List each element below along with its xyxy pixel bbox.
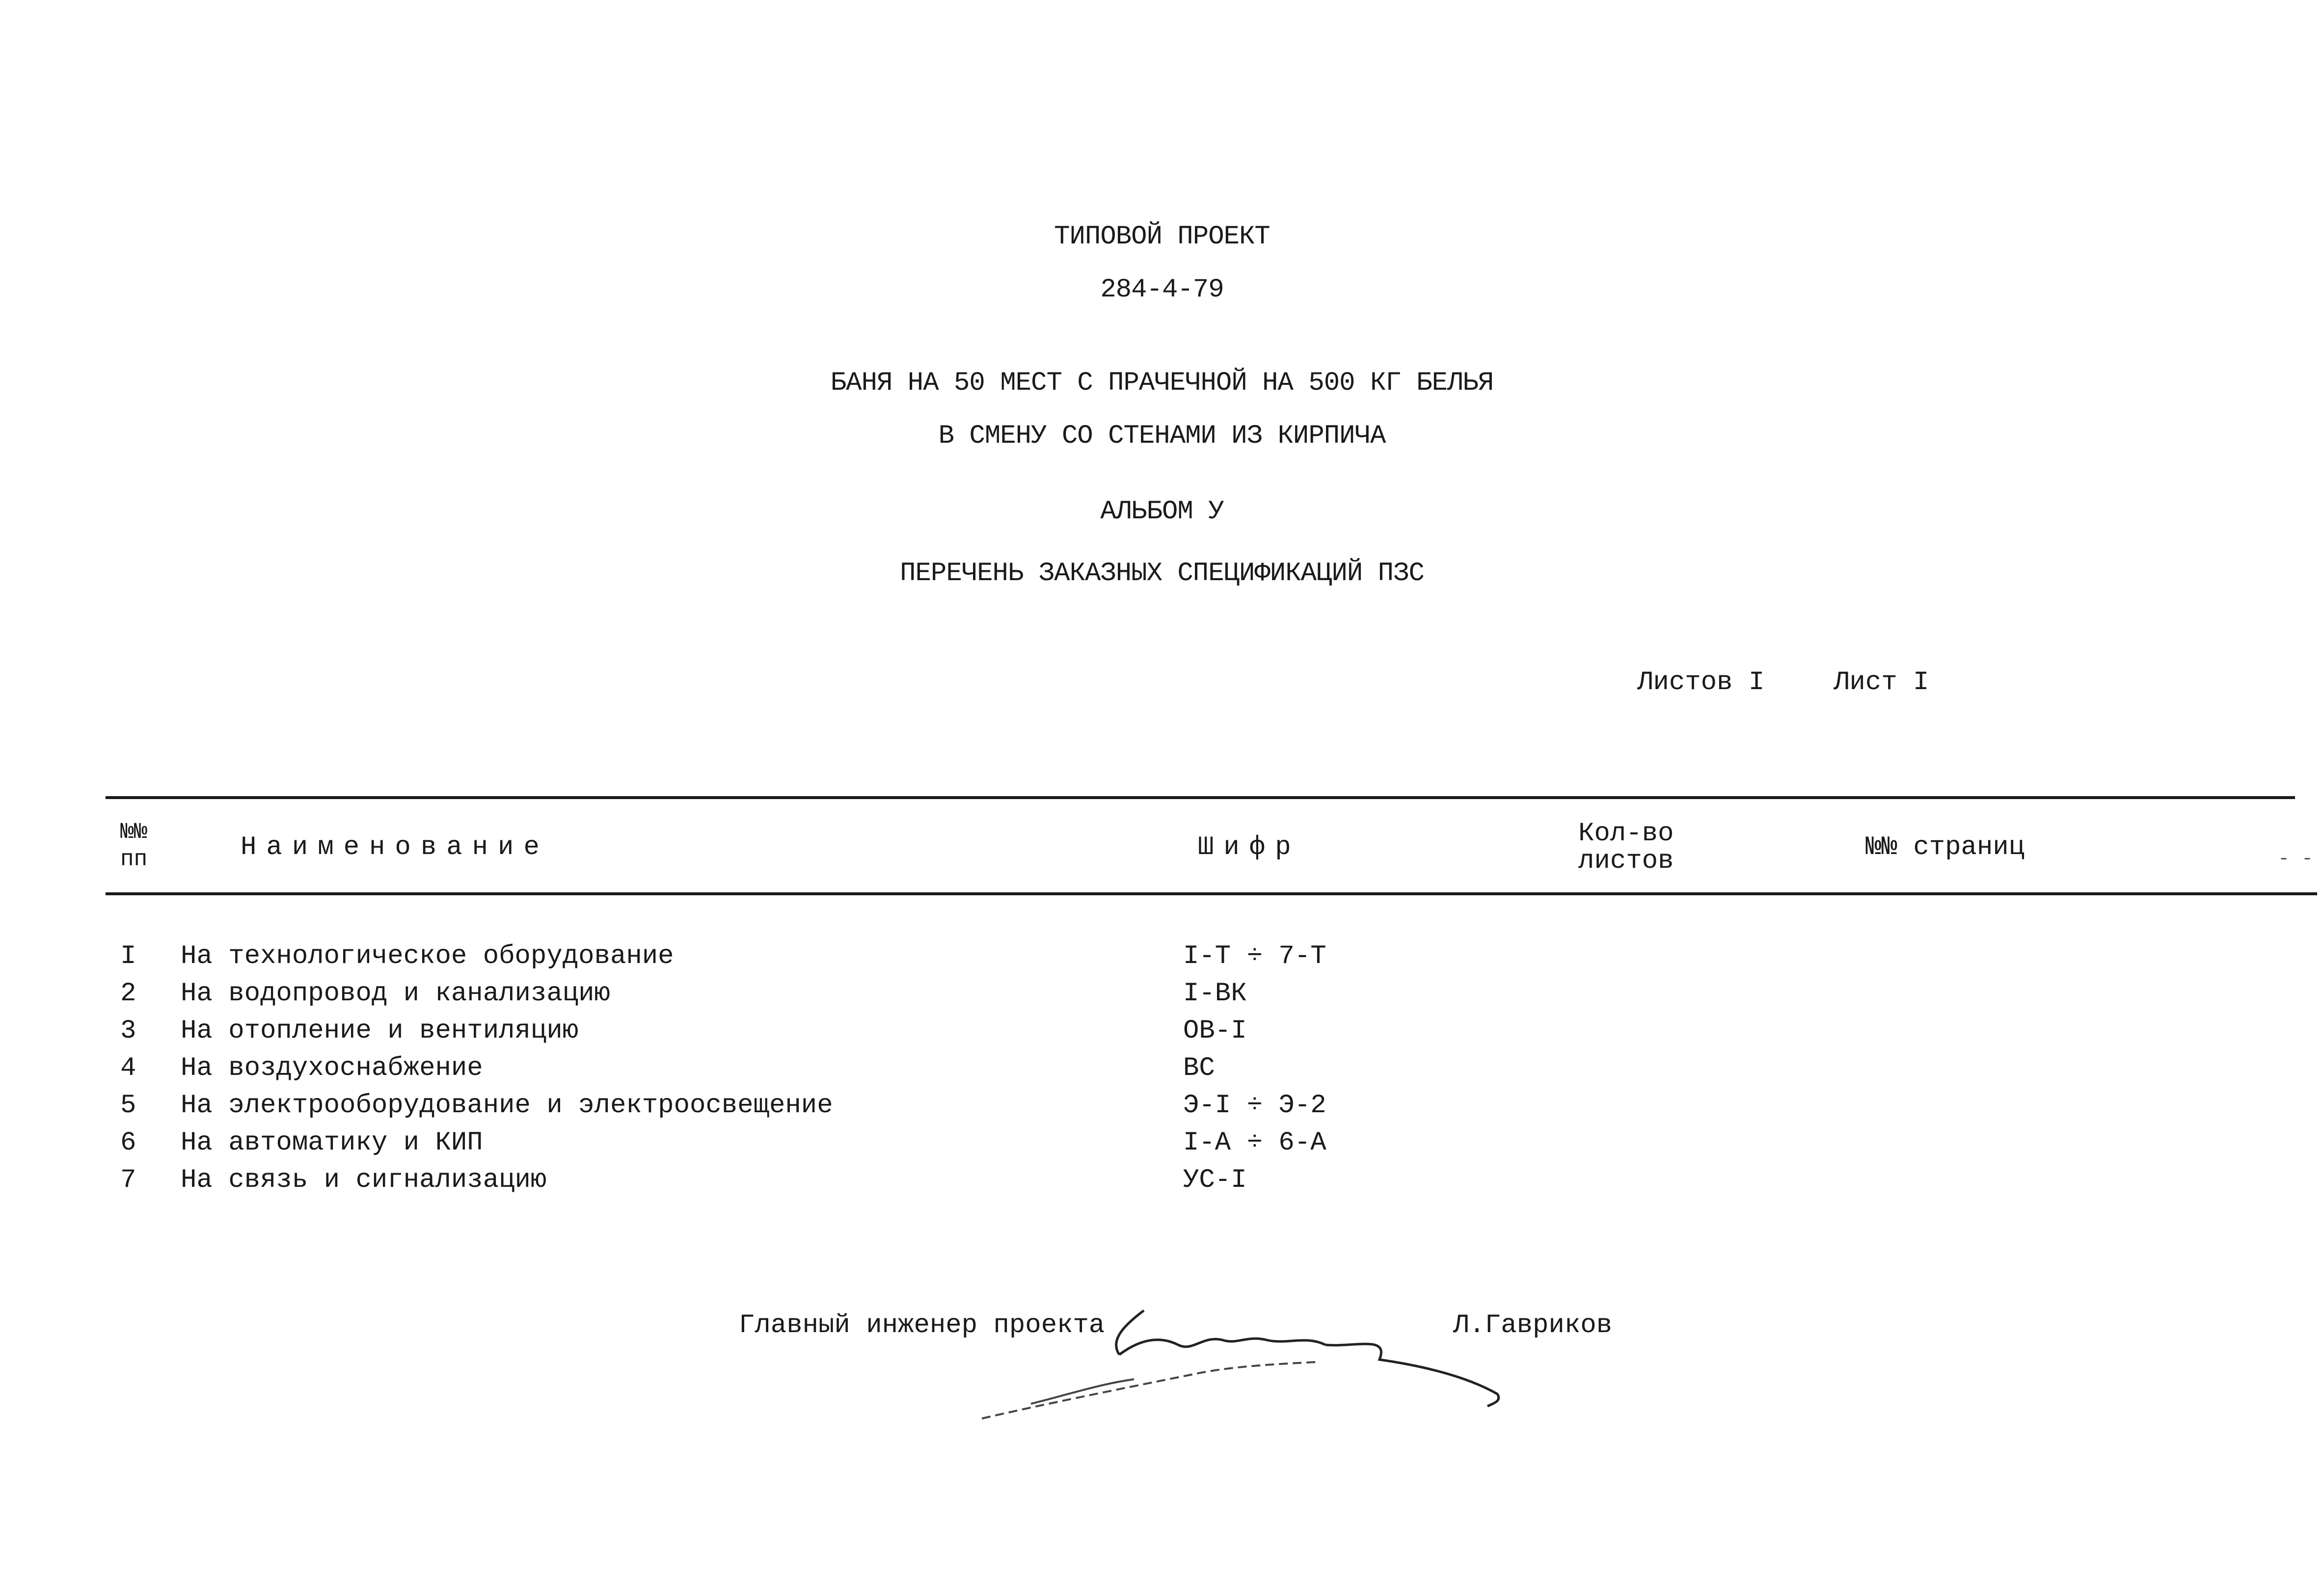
handwritten-signature bbox=[972, 1306, 1512, 1433]
col-pages: №№ страниц bbox=[1865, 832, 2025, 862]
table-row bbox=[0, 1053, 2324, 1091]
row-code: I-А ÷ 6-А bbox=[1183, 1128, 1326, 1158]
row-number: 7 bbox=[120, 1165, 136, 1195]
row-code: I-Т ÷ 7-Т bbox=[1183, 941, 1326, 971]
row-number: 4 bbox=[120, 1053, 136, 1083]
list-title: ПЕРЕЧЕНЬ ЗАКАЗНЫХ СПЕЦИФИКАЦИЙ ПЗС bbox=[900, 559, 1424, 589]
row-number: 2 bbox=[120, 979, 136, 1009]
col-num-line-1: №№ bbox=[120, 819, 148, 845]
table-header-rule bbox=[106, 892, 2317, 895]
row-name: На воздухоснабжение bbox=[181, 1053, 483, 1083]
row-number: I bbox=[120, 941, 136, 971]
table-row bbox=[0, 1165, 2324, 1203]
margin-dash: - - bbox=[2278, 848, 2314, 870]
row-code: I-ВК bbox=[1183, 979, 1247, 1009]
sheets-total: Листов I bbox=[1637, 668, 1765, 697]
table-row bbox=[0, 941, 2324, 979]
col-num-line-2: пп bbox=[120, 847, 148, 872]
signature-name: Л.Гавриков bbox=[1453, 1311, 1613, 1340]
table-top-rule bbox=[106, 796, 2295, 799]
row-name: На автоматику и КИП bbox=[181, 1128, 483, 1158]
title-line-1: БАНЯ НА 50 МЕСТ С ПРАЧЕЧНОЙ НА 500 КГ БЕЛЬЯ bbox=[830, 368, 1494, 398]
row-number: 6 bbox=[120, 1128, 136, 1158]
col-name: Наименование bbox=[241, 832, 549, 862]
row-code: ОВ-I bbox=[1183, 1016, 1247, 1046]
row-code: УС-I bbox=[1183, 1165, 1247, 1195]
row-code: Э-I ÷ Э-2 bbox=[1183, 1091, 1326, 1121]
table-row bbox=[0, 979, 2324, 1016]
project-number: 284-4-79 bbox=[1100, 275, 1224, 305]
sheet-number: Лист I bbox=[1834, 668, 1929, 697]
col-code: Шифр bbox=[1198, 832, 1301, 862]
table-row bbox=[0, 1128, 2324, 1165]
table-row bbox=[0, 1091, 2324, 1128]
row-name: На технологическое оборудование bbox=[181, 941, 674, 971]
row-number: 3 bbox=[120, 1016, 136, 1046]
signature-role: Главный инженер проекта bbox=[739, 1311, 1105, 1340]
col-sheets-line-1: Кол-во bbox=[1578, 819, 1674, 849]
row-name: На отопление и вентиляцию bbox=[181, 1016, 579, 1046]
album-label: АЛЬБОМ У bbox=[1100, 497, 1224, 527]
doc-type: ТИПОВОЙ ПРОЕКТ bbox=[1054, 222, 1270, 252]
row-code: ВС bbox=[1183, 1053, 1215, 1083]
row-name: На водопровод и канализацию bbox=[181, 979, 610, 1009]
row-name: На электрооборудование и электроосвещение bbox=[181, 1091, 833, 1121]
col-sheets-line-2: листов bbox=[1578, 846, 1674, 876]
row-name: На связь и сигнализацию bbox=[181, 1165, 547, 1195]
row-number: 5 bbox=[120, 1091, 136, 1121]
table-row bbox=[0, 1016, 2324, 1053]
title-line-2: В СМЕНУ СО СТЕНАМИ ИЗ КИРПИЧА bbox=[938, 421, 1386, 451]
